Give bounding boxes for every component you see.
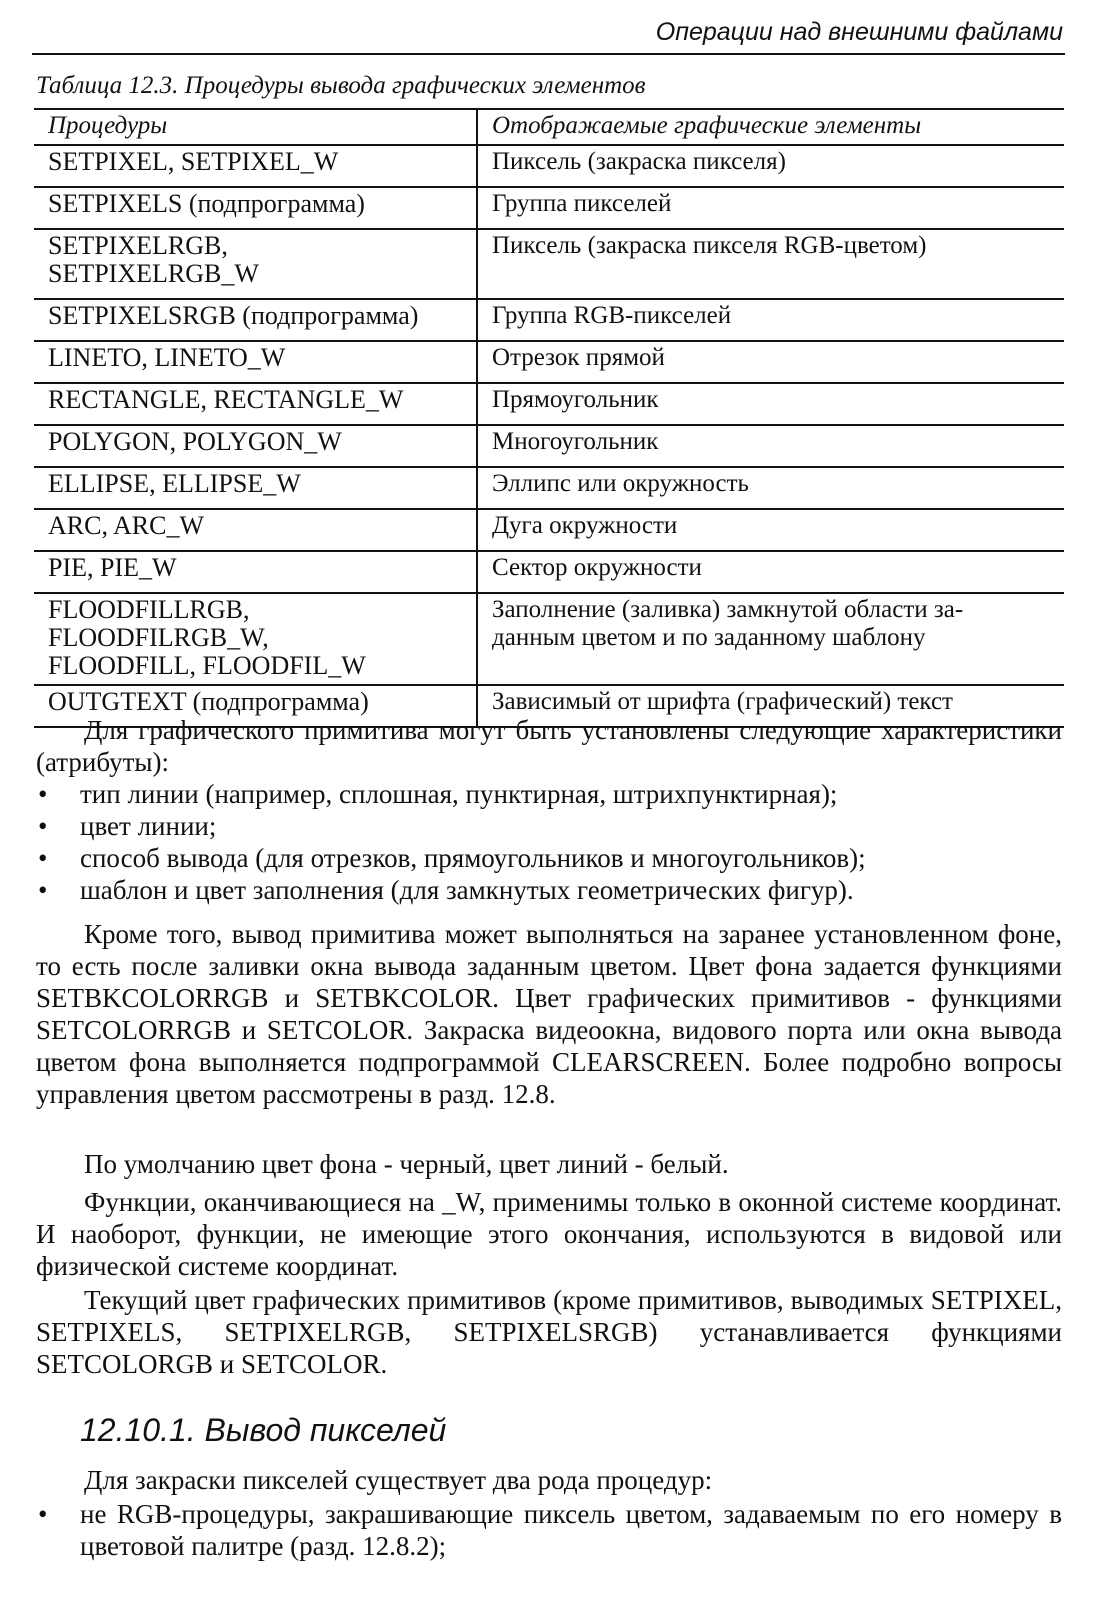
procedure-cell bbox=[34, 187, 477, 229]
header-rule bbox=[32, 53, 1065, 55]
list-item bbox=[36, 778, 1062, 810]
procedure-name: FLOODFILRGB_W, bbox=[48, 623, 269, 652]
procedure-name: OUTGTEXT (подпрограмма) bbox=[48, 687, 369, 716]
attributes-list bbox=[36, 778, 1062, 906]
procedure-name: SETPIXELRGB_W bbox=[48, 259, 259, 288]
bullet-icon: • bbox=[38, 811, 48, 841]
list-item bbox=[36, 1498, 1062, 1562]
element-cell bbox=[477, 145, 1064, 187]
element-description: Отрезок прямой bbox=[492, 344, 665, 371]
element-description: Многоугольник bbox=[492, 428, 659, 455]
procedure-cell bbox=[34, 341, 477, 383]
bullet-icon: • bbox=[38, 779, 48, 809]
table-row bbox=[34, 509, 1064, 551]
bullet-icon: • bbox=[38, 843, 48, 873]
paragraph-current-color: Текущий цвет графических примитивов (кроме примитивов, выводимых SETPIXEL, SETPIXELS, SETPIXELRGB, SETPIXELSRGB) устанавливается функциями SETCOLORGB и SETCOLOR. bbox=[36, 1285, 1062, 1379]
table-row bbox=[34, 383, 1064, 425]
element-cell bbox=[477, 383, 1064, 425]
table-row bbox=[34, 229, 1064, 299]
list-item-text: способ вывода (для отрезков, прямоугольников и многоугольников); bbox=[80, 843, 866, 873]
section-heading: 12.10.1. Вывод пикселей bbox=[80, 1412, 447, 1448]
element-cell bbox=[477, 467, 1064, 509]
element-cell bbox=[477, 509, 1064, 551]
procedure-name: SETPIXEL, SETPIXEL_W bbox=[48, 147, 339, 176]
element-cell bbox=[477, 425, 1064, 467]
element-description: Группа пикселей bbox=[492, 190, 672, 217]
procedure-name: FLOODFILL, FLOODFIL_W bbox=[48, 651, 366, 680]
element-cell bbox=[477, 551, 1064, 593]
list-item bbox=[36, 874, 1062, 906]
procedure-name: LINETO, LINETO_W bbox=[48, 343, 286, 372]
element-cell bbox=[477, 299, 1064, 341]
bullet-icon: • bbox=[38, 875, 48, 905]
table-header-row bbox=[34, 109, 1064, 145]
element-description: Зависимый от шрифта (графический) текст bbox=[492, 688, 953, 715]
element-description: Пиксель (закраска пикселя) bbox=[492, 148, 786, 175]
element-cell bbox=[477, 229, 1064, 299]
list-item bbox=[36, 810, 1062, 842]
procedure-cell bbox=[34, 299, 477, 341]
procedure-cell bbox=[34, 425, 477, 467]
table-row bbox=[34, 145, 1064, 187]
procedure-name: SETPIXELSRGB (подпрограмма) bbox=[48, 301, 419, 330]
procedure-name: FLOODFILLRGB, bbox=[48, 595, 250, 624]
procedure-name: ARC, ARC_W bbox=[48, 511, 205, 540]
procedure-cell bbox=[34, 593, 477, 685]
paragraph-attributes-intro: Для графического примитива могут быть установлены следующие характеристики (атрибуты): bbox=[36, 715, 1062, 777]
element-cell bbox=[477, 187, 1064, 229]
element-description: Группа RGB-пикселей bbox=[492, 302, 732, 329]
paragraph-w-suffix: Функции, оканчивающиеся на _W, применимы только в оконной системе координат. И наоборот, функции, не имеющие этого окончания, используются в видовой или физической системе координат. bbox=[36, 1187, 1062, 1281]
element-description: Заполнение (заливка) замкнутой области за- bbox=[492, 596, 964, 623]
procedure-name: PIE, PIE_W bbox=[48, 553, 177, 582]
element-description: Прямоугольник bbox=[492, 386, 659, 413]
paragraph-default-colors: По умолчанию цвет фона - черный, цвет линий - белый. bbox=[84, 1149, 729, 1179]
table-caption: Таблица 12.3. Процедуры вывода графических элементов bbox=[36, 72, 646, 99]
running-header: Операции над внешними файлами bbox=[655, 18, 1063, 46]
column-header-procedures: Процедуры bbox=[34, 109, 477, 145]
procedure-name: RECTANGLE, RECTANGLE_W bbox=[48, 385, 404, 414]
table-row bbox=[34, 425, 1064, 467]
procedure-name: ELLIPSE, ELLIPSE_W bbox=[48, 469, 301, 498]
table-row bbox=[34, 551, 1064, 593]
element-cell bbox=[477, 341, 1064, 383]
procedure-cell bbox=[34, 145, 477, 187]
procedure-name: POLYGON, POLYGON_W bbox=[48, 427, 342, 456]
procedure-cell bbox=[34, 467, 477, 509]
element-description: Дуга окружности bbox=[492, 512, 678, 539]
table-row bbox=[34, 467, 1064, 509]
table-row bbox=[34, 341, 1064, 383]
procedure-cell bbox=[34, 383, 477, 425]
list-item-text: шаблон и цвет заполнения (для замкнутых геометрических фигур). bbox=[80, 875, 854, 905]
paragraph-pixel-procedures: Для закраски пикселей существует два рода процедур: bbox=[84, 1465, 713, 1495]
procedure-cell bbox=[34, 551, 477, 593]
bullet-icon: • bbox=[38, 1499, 48, 1529]
table-row bbox=[34, 187, 1064, 229]
element-description: Сектор окружности bbox=[492, 554, 702, 581]
element-cell bbox=[477, 593, 1064, 685]
list-item-text: тип линии (например, сплошная, пунктирная, штрихпунктирная); bbox=[80, 779, 838, 809]
procedure-cell bbox=[34, 509, 477, 551]
list-item-text: не RGB-процедуры, закрашивающие пиксель цветом, задаваемым по его номеру в цветовой палитре (разд. 12.8.2); bbox=[80, 1499, 1062, 1561]
element-description: Эллипс или окружность bbox=[492, 470, 749, 497]
list-item-text: цвет линии; bbox=[80, 811, 217, 841]
list-item bbox=[36, 842, 1062, 874]
column-header-elements: Отображаемые графические элементы bbox=[477, 109, 1064, 145]
procedure-cell bbox=[34, 229, 477, 299]
element-description: данным цветом и по заданному шаблону bbox=[492, 624, 926, 651]
table-row bbox=[34, 299, 1064, 341]
procedures-table bbox=[34, 108, 1064, 728]
procedure-name: SETPIXELS (подпрограмма) bbox=[48, 189, 365, 218]
pixel-procedures-list bbox=[36, 1498, 1062, 1562]
paragraph-background-color: Кроме того, вывод примитива может выполняться на заранее установленном фоне, то есть после заливки окна вывода заданным цветом. Цвет фона задается функциями SETBKCOLORRGB и SETBKCOLOR. Цвет графических примитивов - функциями SETCOLORRGB и SETCOLOR. Закраска видеоокна, видового порта или окна вывода цветом фона выполняется подпрограммой CLEARSCREEN. Более подробно вопросы управления цветом рассмотрены в разд. 12.8. bbox=[36, 919, 1062, 1109]
table-row bbox=[34, 593, 1064, 685]
element-description: Пиксель (закраска пикселя RGB-цветом) bbox=[492, 232, 927, 259]
procedure-name: SETPIXELRGB, bbox=[48, 231, 228, 260]
